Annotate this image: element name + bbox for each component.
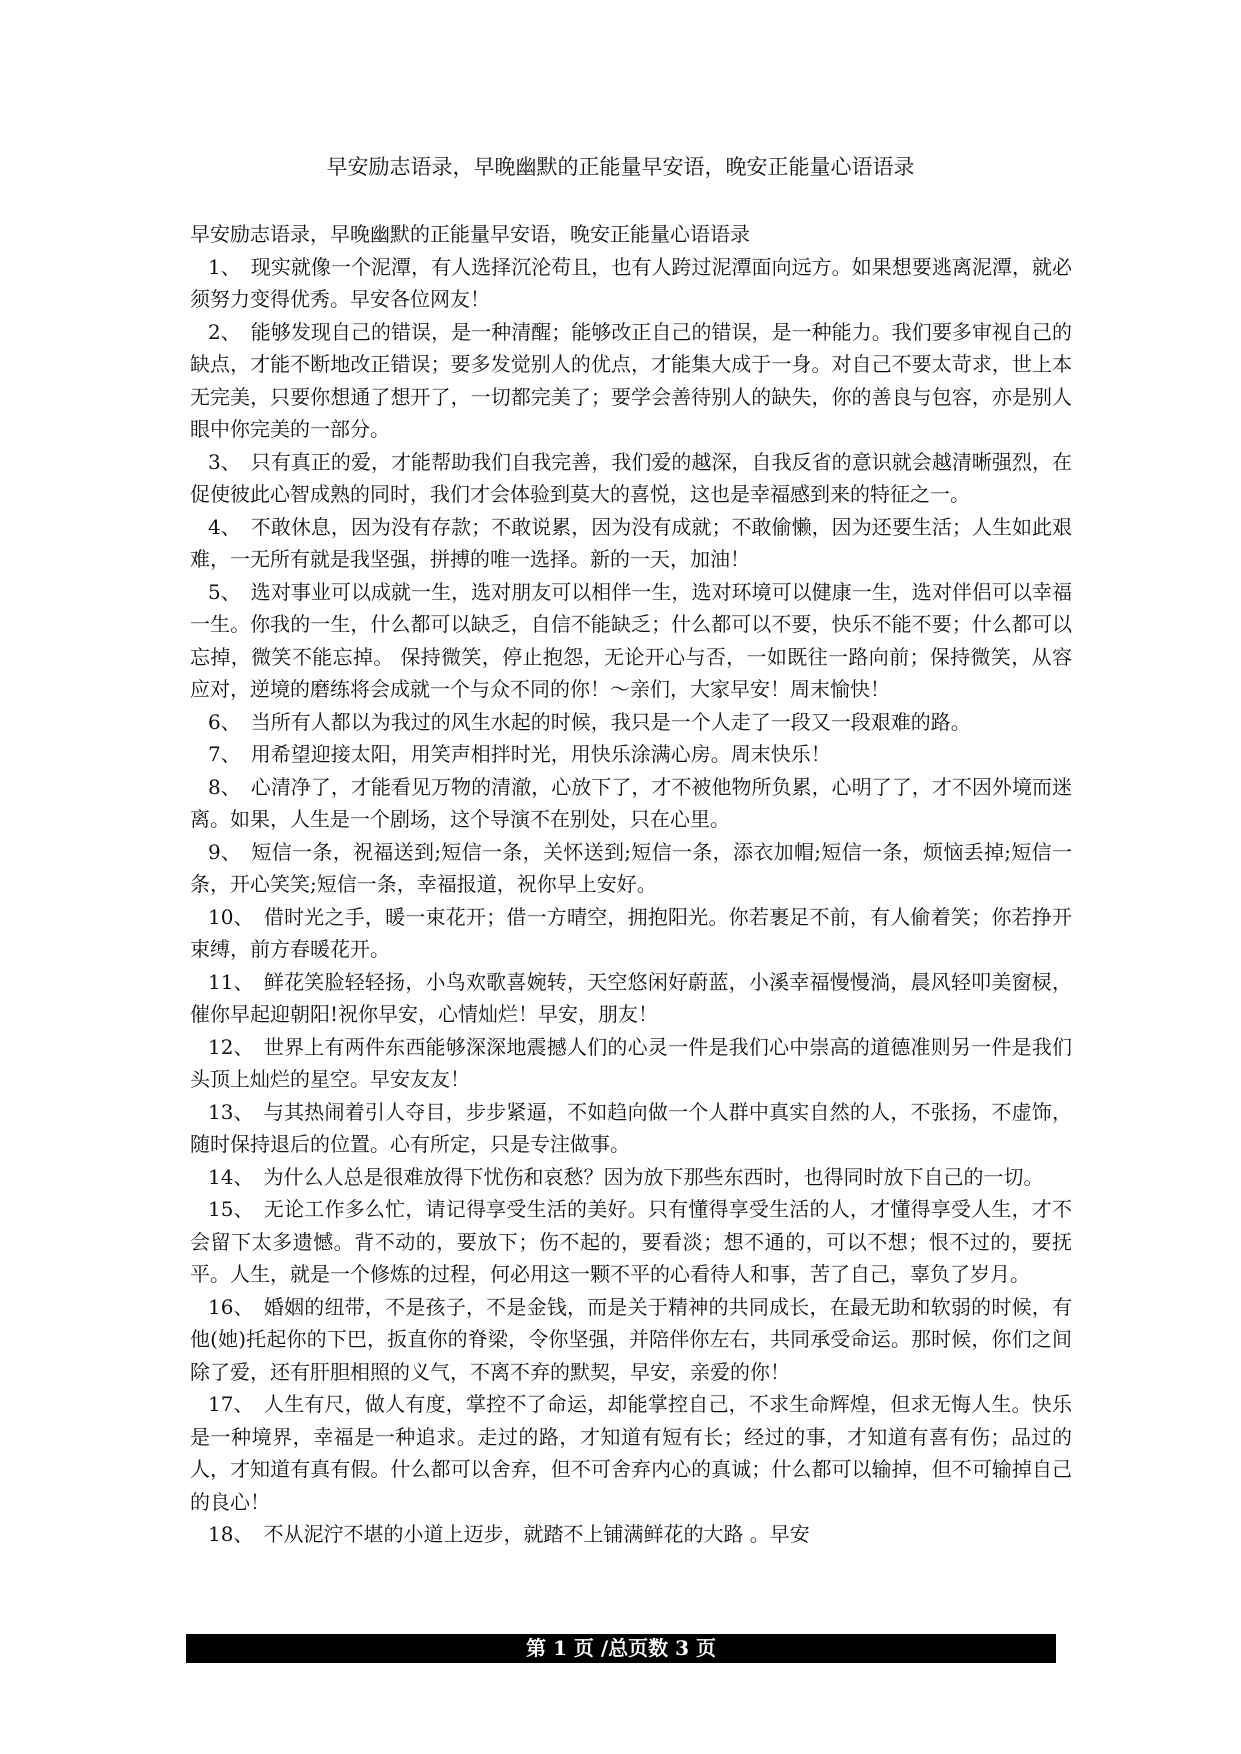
list-item <box>190 966 1072 1031</box>
list-item <box>190 901 1072 966</box>
list-item <box>190 1388 1072 1518</box>
list-item-text: 心清净了，才能看见万物的清澈，心放下了，才不被他物所负累，心明了了，才不因外境而迷离。如果，人生是一个剧场，这个导演不在别处，只在心里。 <box>190 774 1073 831</box>
list-item <box>190 446 1072 511</box>
list-item-text: 婚姻的纽带，不是孩子，不是金钱，而是关于精神的共同成长，在最无助和软弱的时候，有他(她)托起你的下巴，扳直你的脊梁，令你坚强，并陪伴你左右，共同承受命运。那时候，你们之间除了爱，还有肝胆相照的义气，不离不弃的默契，早安，亲爱的你！ <box>190 1294 1073 1384</box>
list-item-number: 10、 <box>208 904 254 929</box>
list-item <box>190 1096 1072 1161</box>
list-item-text: 当所有人都以为我过的风生水起的时候，我只是一个人走了一段又一段艰难的路。 <box>250 709 971 734</box>
list-item <box>190 771 1072 836</box>
list-item-number: 15、 <box>208 1197 254 1221</box>
list-item-text: 用希望迎接太阳，用笑声相拌时光，用快乐涂满心房。周末快乐！ <box>250 742 831 766</box>
document-title: 早安励志语录，早晚幽默的正能量早安语，晚安正能量心语语录 <box>326 155 915 179</box>
list-item <box>190 316 1072 446</box>
list-item-text: 借时光之手，暖一束花开；借一方晴空，拥抱阳光。你若裹足不前，有人偷着笑；你若挣开束缚，前方春暖花开。 <box>190 904 1073 961</box>
list-item-text: 无论工作多么忙，请记得享受生活的美好。只有懂得享受生活的人，才懂得享受人生，才不会留下太多遗憾。背不动的，要放下；伤不起的，要看淡；想不通的，可以不想；恨不过的，要抚平。人生，就是一个修炼的过程，何必用这一颗不平的心看待人和事，苦了自己，辜负了岁月。 <box>190 1197 1073 1286</box>
list-item-text: 鲜花笑脸轻轻扬，小鸟欢歌喜婉转，天空悠闲好蔚蓝，小溪幸福慢慢淌，晨风轻叩美窗棂，催你早起迎朝阳!祝你早安，心情灿烂！早安，朋友！ <box>190 969 1073 1026</box>
list-item <box>190 1518 1072 1551</box>
list-item-number: 5、 <box>208 579 241 604</box>
list-item-text: 为什么人总是很难放得下忧伤和哀愁？因为放下那些东西时，也得同时放下自己的一切。 <box>263 1164 1044 1189</box>
list-item-number: 4、 <box>208 514 241 539</box>
list-item <box>190 706 1072 739</box>
list-item-text: 现实就像一个泥潭，有人选择沉沦苟且，也有人跨过泥潭面向远方。如果想要逃离泥潭，就必须努力变得优秀。早安各位网友！ <box>190 254 1073 311</box>
list-item-number: 1、 <box>208 254 241 279</box>
list-item-number: 3、 <box>208 449 241 474</box>
list-item-text: 与其热闹着引人夺目，步步紧逼，不如趋向做一个人群中真实自然的人，不张扬，不虚饰，随时保持退后的位置。心有所定，只是专注做事。 <box>190 1099 1073 1156</box>
list-item-number: 9、 <box>208 839 242 864</box>
list-item <box>190 1193 1072 1291</box>
list-item-text: 人生有尺，做人有度，掌控不了命运，却能掌控自己，不求生命辉煌，但求无悔人生。快乐是一种境界，幸福是一种追求。走过的路，才知道有短有长；经过的事，才知道有喜有伤；品过的人，才知道有真有假。什么都可以舍弃，但不可舍弃内心的真诚；什么都可以输掉，但不可输掉自己的良心！ <box>190 1392 1073 1514</box>
list-item <box>190 251 1072 316</box>
list-item-text: 世界上有两件东西能够深深地震撼人们的心灵一件是我们心中崇高的道德准则另一件是我们头顶上灿烂的星空。早安友友！ <box>190 1034 1073 1091</box>
list-item-text: 选对事业可以成就一生，选对朋友可以相伴一生，选对环境可以健康一生，选对伴侣可以幸福一生。你我的一生，什么都可以缺乏，自信不能缺乏；什么都可以不要，快乐不能不要；什么都可以忘掉，微笑不能忘掉。 保持微笑，停止抱怨，无论开心与否，一如既往一路向前；保持微笑，从容应对，逆境的磨练将会成就一个与众不同的你！～亲们，大家早安！周末愉快！ <box>190 579 1073 701</box>
list-item <box>190 1291 1072 1389</box>
list-item-text: 不敢休息，因为没有存款；不敢说累，因为没有成就；不敢偷懒，因为还要生活；人生如此艰难，一无所有就是我坚强，拼搏的唯一选择。新的一天，加油！ <box>190 514 1073 571</box>
list-item-number: 11、 <box>208 969 254 994</box>
list-item <box>190 1161 1072 1194</box>
list-item-text: 短信一条，祝福送到;短信一条，关怀送到;短信一条，添衣加帽;短信一条，烦恼丢掉;短信一条，开心笑笑;短信一条，幸福报道，祝你早上安好。 <box>190 839 1073 896</box>
list-item <box>190 511 1072 576</box>
list-item-number: 7、 <box>208 742 241 766</box>
list-item-number: 12、 <box>208 1034 254 1059</box>
list-item-number: 8、 <box>208 774 241 799</box>
quote-list <box>190 251 1072 1551</box>
list-item-text: 只有真正的爱，才能帮助我们自我完善，我们爱的越深，自我反省的意识就会越清晰强烈，在促使彼此心智成熟的同时，我们才会体验到莫大的喜悦，这也是幸福感到来的特征之一。 <box>190 449 1073 506</box>
list-item <box>190 576 1072 706</box>
list-item <box>190 1031 1072 1096</box>
list-item-number: 2、 <box>208 319 241 344</box>
page-number-label: 第 1 页 /总页数 3 页 <box>526 1636 716 1660</box>
list-item <box>190 836 1072 901</box>
document-subtitle: 早安励志语录，早晚幽默的正能量早安语，晚安正能量心语语录 <box>190 222 750 246</box>
document-body <box>190 218 1072 1551</box>
list-item-number: 18、 <box>208 1522 254 1546</box>
list-item-number: 17、 <box>208 1392 254 1416</box>
list-item <box>190 738 1072 771</box>
list-item-number: 16、 <box>208 1294 254 1319</box>
list-item-number: 6、 <box>208 709 241 734</box>
page-footer <box>186 1634 1056 1663</box>
list-item-text: 能够发现自己的错误，是一种清醒；能够改正自己的错误，是一种能力。我们要多审视自己的缺点，才能不断地改正错误；要多发觉别人的优点，才能集大成于一身。对自己不要太苛求，世上本无完美，只要你想通了想开了，一切都完美了；要学会善待别人的缺失，你的善良与包容，亦是别人眼中你完美的一部分。 <box>190 319 1073 441</box>
list-item-text: 不从泥泞不堪的小道上迈步，就踏不上铺满鲜花的大路 。早安 <box>263 1522 810 1546</box>
list-item-number: 14、 <box>208 1164 254 1189</box>
list-item-number: 13、 <box>208 1099 254 1124</box>
